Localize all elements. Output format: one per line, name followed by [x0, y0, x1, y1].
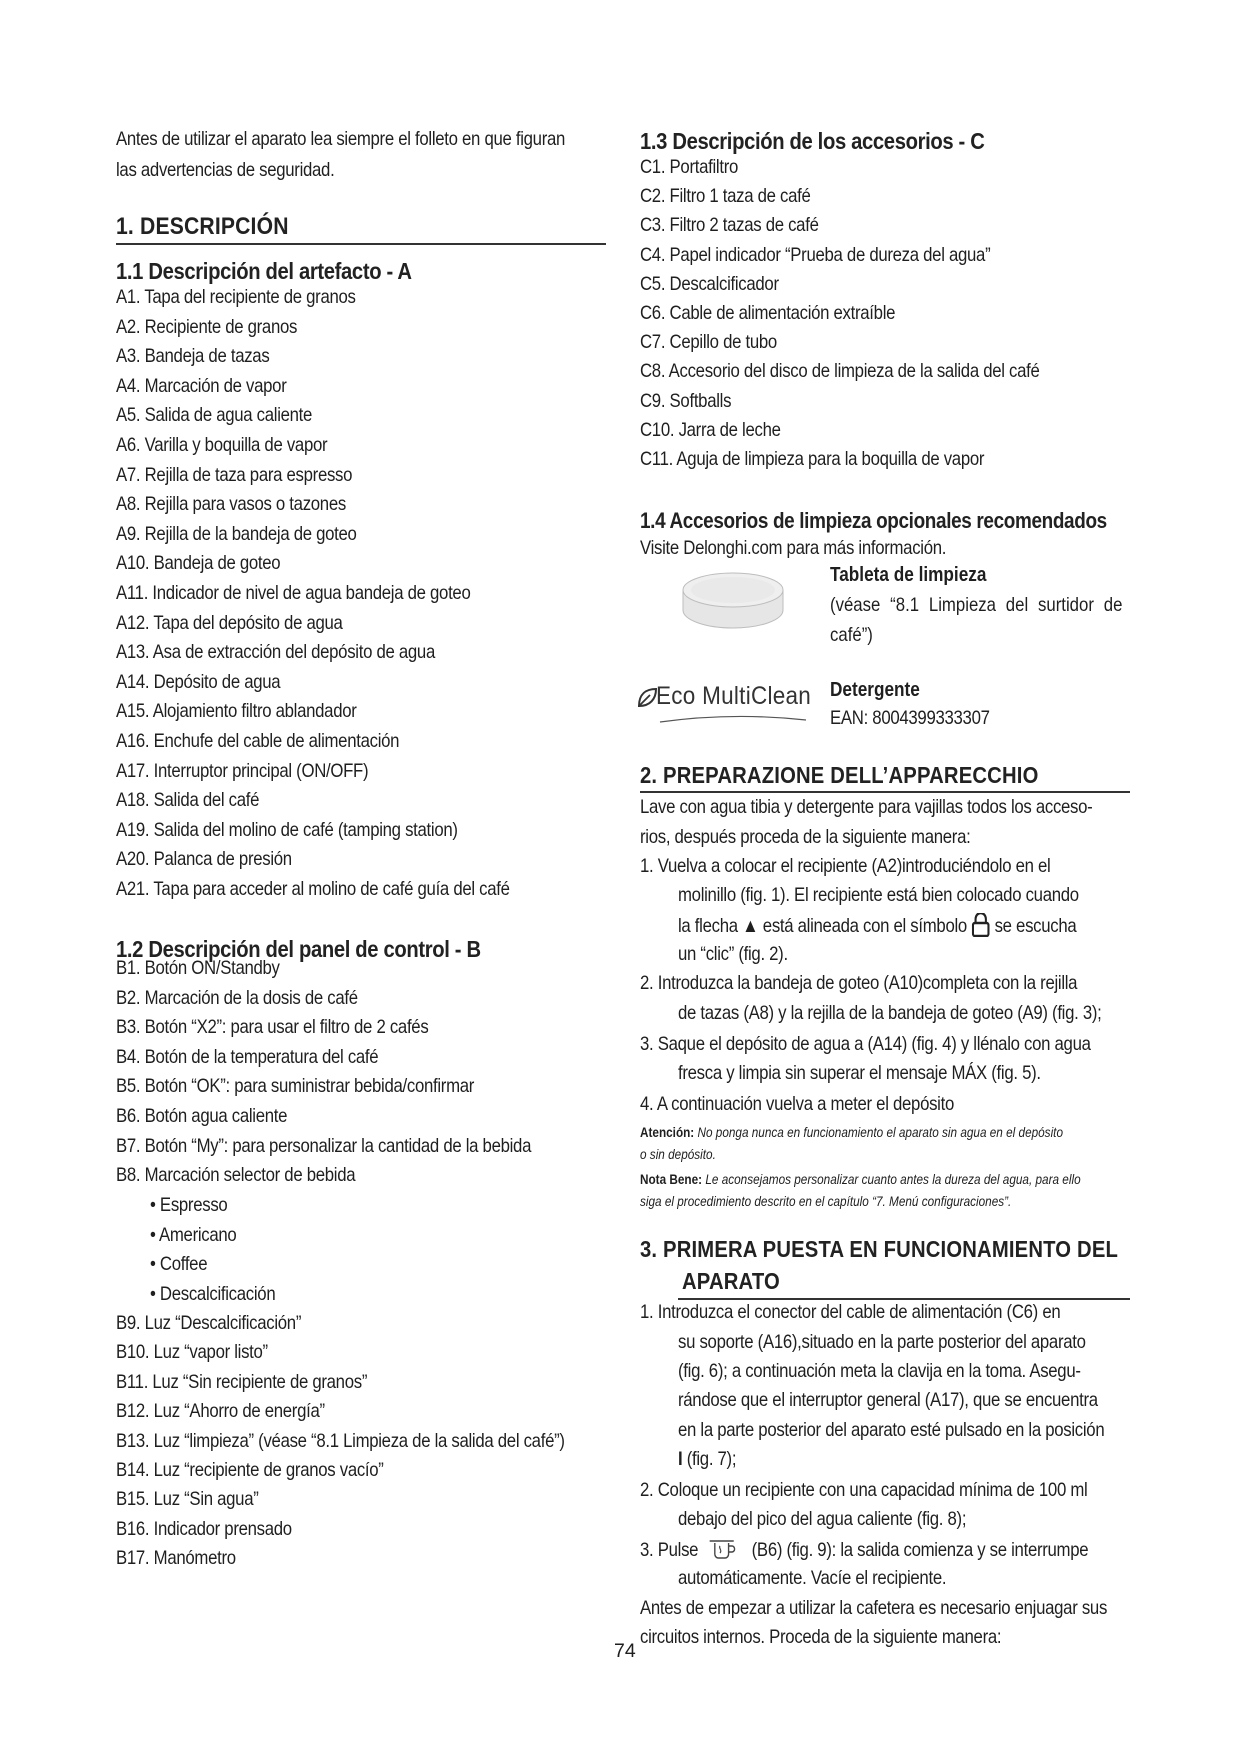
a-item: A21. Tapa para acceder al molino de café guía del café [116, 878, 510, 900]
tablet-title: Tableta de limpieza [830, 564, 987, 586]
s3-step-1-cont [678, 1448, 736, 1471]
tablet-desc-line-2: café”) [830, 624, 873, 646]
logo-swoosh [658, 712, 808, 726]
a-item: A20. Palanca de presión [116, 848, 292, 871]
s2-step-1-cont: molinillo (fig. 1). El recipiente está bien colocado cuando [678, 884, 1079, 906]
a-item: A10. Bandeja de goteo [116, 552, 281, 575]
s3-step-1-cont: (fig. 6); a continuación meta la clavija en la toma. Asegu- [678, 1360, 1081, 1382]
a-item: A14. Depósito de agua [116, 670, 281, 693]
c-item: C2. Filtro 1 taza de café [640, 185, 811, 208]
section-2-title: 2. PREPARAZIONE DELL’APPARECCHIO [640, 762, 1039, 788]
s3-step-1-cont: en la parte posterior del aparato esté pulsado en la posición [678, 1419, 1105, 1441]
a-item: A5. Salida de agua caliente [116, 404, 313, 427]
c-item: C5. Descalcificador [640, 272, 779, 295]
section-1-1-title: 1.1 Descripción del artefacto - A [116, 258, 412, 284]
s2-step-4: 4. A continuación vuelva a meter el depósito [640, 1093, 954, 1115]
section-1-2-title: 1.2 Descripción del panel de control - B [116, 936, 481, 962]
bullet-icon: • [150, 1194, 160, 1216]
b-item: B4. Botón de la temperatura del café [116, 1045, 379, 1068]
s3-final: Antes de empezar a utilizar la cafetera es necesario enjuagar sus [640, 1597, 1108, 1619]
hot-water-button-icon [708, 1537, 742, 1561]
s3-step-2-cont: debajo del pico del agua caliente (fig. 8); [678, 1508, 967, 1530]
b-item: B6. Botón agua caliente [116, 1105, 288, 1127]
s2-step-1-text: se escucha [994, 915, 1077, 937]
leaf-icon [636, 686, 658, 710]
s2-step-1-text: la flecha [678, 915, 738, 937]
ean-text: EAN: 8004399333307 [830, 707, 990, 729]
section-1-rule [116, 243, 606, 245]
a-item: A6. Varilla y boquilla de vapor [116, 434, 328, 456]
s2-step-1-cont: un “clic” (fig. 2). [678, 943, 788, 965]
b-item: B11. Luz “Sin recipiente de granos” [116, 1370, 368, 1393]
attention-text: No ponga nunca en funcionamiento el aparato sin agua en el depósito [697, 1124, 1063, 1140]
a-item: A7. Rejilla de taza para espresso [116, 463, 353, 486]
s2-step-2: 2. Introduzca la bandeja de goteo (A10)completa con la rejilla [640, 972, 1078, 994]
s3-step-1-cont: rándose que el interruptor general (A17), que se encuentra [678, 1389, 1098, 1411]
s2-step-1-cont [678, 913, 1076, 938]
a-item: A4. Marcación de vapor [116, 374, 287, 397]
drink-selector-bullet [150, 1253, 207, 1276]
attention-note-cont: o sin depósito. [640, 1146, 716, 1162]
nb-text: Le aconsejamos personalizar cuanto antes la dureza del agua, para ello [705, 1171, 1081, 1187]
a-item: A18. Salida del café [116, 789, 260, 812]
attention-note [640, 1124, 1063, 1140]
b-item: B10. Luz “vapor listo” [116, 1341, 268, 1364]
bullet-icon: • [150, 1253, 160, 1276]
c-item: C11. Aguja de limpieza para la boquilla de vapor [640, 448, 985, 470]
section-3-rule [678, 1298, 1130, 1300]
bullet-text: Americano [159, 1223, 237, 1246]
s2-para: Lave con agua tibia y detergente para vajillas todos los acceso- [640, 796, 1093, 818]
s3-step-1-end: (fig. 7); [682, 1448, 737, 1470]
page-number: 74 [614, 1640, 636, 1662]
b-item: B1. Botón ON/Standby [116, 957, 280, 979]
b-item: B7. Botón “My”: para personalizar la cantidad de la bebida [116, 1134, 532, 1157]
bullet-text: Espresso [159, 1194, 228, 1216]
position-i: I [678, 1448, 683, 1470]
c-item: C1. Portafiltro [640, 156, 739, 178]
b-item: B17. Manómetro [116, 1547, 236, 1570]
nota-bene-note-cont: siga el procedimiento descrito en el capítulo “7. Menú configuraciones”. [640, 1193, 1012, 1209]
section-2-rule [640, 791, 1130, 793]
s3-step-3-text: 3. Pulse [640, 1539, 699, 1561]
a-item: A3. Bandeja de tazas [116, 345, 270, 368]
b-item: B14. Luz “recipiente de granos vacío” [116, 1459, 384, 1481]
section-1-4-title: 1.4 Accesorios de limpieza opcionales recomendados [640, 508, 1107, 533]
drink-selector-bullet [150, 1224, 236, 1247]
bullet-icon: • [150, 1223, 160, 1246]
a-item: A13. Asa de extracción del depósito de agua [116, 641, 435, 664]
drink-selector-bullet [150, 1194, 227, 1217]
b-item: B13. Luz “limpieza” (véase “8.1 Limpieza de la salida del café”) [116, 1429, 565, 1452]
a-item: A15. Alojamiento filtro ablandador [116, 700, 357, 723]
section-3-title-cont: APARATO [682, 1268, 780, 1294]
c-item: C4. Papel indicador “Prueba de dureza del agua” [640, 243, 991, 266]
b-item: B3. Botón “X2”: para usar el filtro de 2 cafés [116, 1016, 429, 1039]
tablet-desc-line: (véase “8.1 Limpieza del surtidor de [830, 594, 1123, 616]
visit-text: Visite Delonghi.com para más información. [640, 537, 947, 559]
a-item: A1. Tapa del recipiente de granos [116, 286, 356, 308]
s3-final: circuitos internos. Proceda de la siguiente manera: [640, 1626, 1002, 1648]
s2-step-1-text: está alineada con el símbolo [762, 915, 967, 937]
section-3-title: 3. PRIMERA PUESTA EN FUNCIONAMIENTO DEL [640, 1236, 1119, 1262]
s3-step-2: 2. Coloque un recipiente con una capacidad mínima de 100 ml [640, 1479, 1088, 1501]
arrow-up-icon: ▲ [742, 915, 759, 937]
intro-line: las advertencias de seguridad. [116, 159, 335, 181]
b-item: B16. Indicador prensado [116, 1517, 292, 1540]
s2-step-3-cont: fresca y limpia sin superar el mensaje MÁX (fig. 5). [678, 1062, 1041, 1084]
b-item: B9. Luz “Descalcificación” [116, 1312, 302, 1334]
detergent-title: Detergente [830, 679, 920, 701]
tablet-desc [830, 594, 1165, 617]
a-item: A2. Recipiente de granos [116, 315, 298, 338]
b-item: B12. Luz “Ahorro de energía” [116, 1400, 325, 1423]
a-item: A11. Indicador de nivel de agua bandeja de goteo [116, 582, 471, 604]
attention-label: Atención: [640, 1124, 695, 1140]
s2-step-1: 1. Vuelva a colocar el recipiente (A2)introduciéndolo en el [640, 855, 1051, 877]
lock-icon [971, 913, 990, 937]
b-item: B15. Luz “Sin agua” [116, 1488, 259, 1511]
s3-step-1-cont: su soporte (A16),situado en la parte posterior del aparato [678, 1331, 1086, 1353]
s2-step-3: 3. Saque el depósito de agua a (A14) (fig. 4) y llénalo con agua [640, 1033, 1091, 1055]
nota-bene-note [640, 1171, 1081, 1187]
s3-step-1: 1. Introduzca el conector del cable de alimentación (C6) en [640, 1301, 1061, 1323]
eco-multiclean-logo [636, 680, 816, 730]
s2-para: rios, después proceda de la siguiente manera: [640, 826, 971, 848]
a-item: A9. Rejilla de la bandeja de goteo [116, 522, 357, 545]
bullet-icon: • [150, 1282, 160, 1305]
c-item: C8. Accesorio del disco de limpieza de la salida del café [640, 360, 1040, 383]
s3-step-3-cont: automáticamente. Vacíe el recipiente. [678, 1567, 947, 1589]
c-item: C6. Cable de alimentación extraíble [640, 302, 896, 324]
eco-logo-text: Eco MultiClean [656, 682, 812, 710]
section-1-3-title: 1.3 Descripción de los accesorios - C [640, 128, 985, 154]
a-item: A8. Rejilla para vasos o tazones [116, 493, 346, 516]
a-item: A19. Salida del molino de café (tamping station) [116, 818, 458, 841]
drink-selector-bullet [150, 1283, 275, 1306]
s3-step-3-text: (B6) (fig. 9): la salida comienza y se interrumpe [751, 1539, 1089, 1561]
c-item: C7. Cepillo de tubo [640, 331, 777, 354]
c-item: C10. Jarra de leche [640, 418, 781, 441]
cleaning-tablet-icon [678, 568, 788, 636]
s2-step-2-cont: de tazas (A8) y la rejilla de la bandeja de goteo (A9) (fig. 3); [678, 1002, 1102, 1024]
c-item: C9. Softballs [640, 389, 732, 412]
section-1-title: 1. DESCRIPCIÓN [116, 213, 289, 240]
c-item: C3. Filtro 2 tazas de café [640, 214, 819, 237]
b-item: B8. Marcación selector de bebida [116, 1164, 356, 1187]
b-item: B5. Botón “OK”: para suministrar bebida/confirmar [116, 1075, 475, 1098]
b-item: B2. Marcación de la dosis de café [116, 986, 358, 1009]
a-item: A17. Interruptor principal (ON/OFF) [116, 759, 369, 782]
a-item: A12. Tapa del depósito de agua [116, 611, 343, 634]
bullet-text: Descalcificación [159, 1282, 276, 1305]
s3-step-3 [640, 1537, 1088, 1562]
a-item: A16. Enchufe del cable de alimentación [116, 730, 400, 752]
intro-line: Antes de utilizar el aparato lea siempre el folleto en que figuran [116, 128, 566, 150]
nb-label: Nota Bene: [640, 1171, 703, 1187]
bullet-text: Coffee [159, 1253, 208, 1276]
